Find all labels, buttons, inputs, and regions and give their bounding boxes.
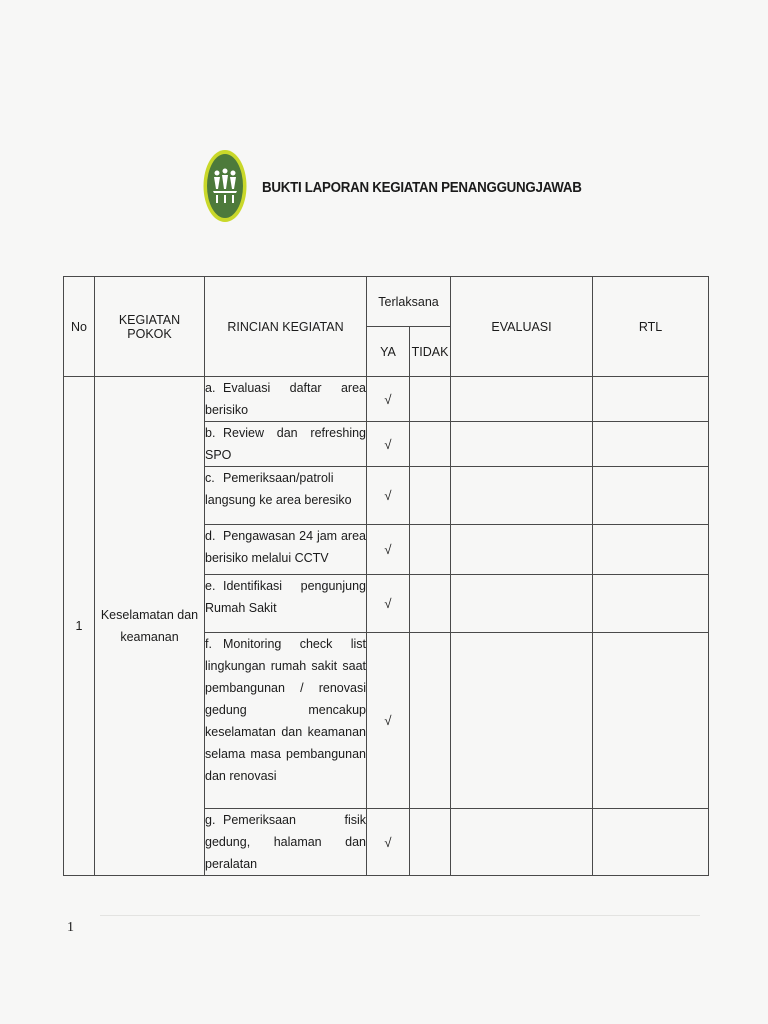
ya-cell: √ (367, 377, 410, 422)
rincian-cell (205, 525, 367, 575)
ya-cell: √ (367, 422, 410, 467)
header-ya: YA (367, 327, 410, 377)
rincian-letter: c. (205, 471, 215, 485)
header-evaluasi: EVALUASI (451, 277, 593, 377)
rincian-cell (205, 575, 367, 633)
rincian-text: Pemeriksaan fisik gedung, halaman dan peralatan (205, 813, 366, 871)
rincian-cell (205, 809, 367, 876)
header-no: No (64, 277, 95, 377)
header-tidak: TIDAK (410, 327, 451, 377)
rincian-cell (205, 633, 367, 809)
evaluasi-cell (451, 633, 593, 809)
row-number: 1 (64, 377, 95, 876)
document-title: BUKTI LAPORAN KEGIATAN PENANGGUNGJAWAB (262, 180, 582, 196)
rincian-cell (205, 377, 367, 422)
tidak-cell (410, 575, 451, 633)
rtl-cell (593, 467, 709, 525)
tidak-cell (410, 809, 451, 876)
evaluasi-cell (451, 809, 593, 876)
table-row (64, 377, 709, 422)
rincian-text: Review dan refreshing SPO (205, 426, 366, 462)
evaluasi-cell (451, 467, 593, 525)
evaluasi-cell (451, 575, 593, 633)
evaluasi-cell (451, 377, 593, 422)
ya-cell: √ (367, 575, 410, 633)
rincian-letter: f. (205, 637, 212, 651)
rincian-text: Evaluasi daftar area berisiko (205, 381, 366, 417)
ya-cell: √ (367, 809, 410, 876)
page-number: 1 (67, 920, 74, 935)
rtl-cell (593, 525, 709, 575)
rincian-letter: g. (205, 813, 216, 827)
rincian-letter: e. (205, 579, 216, 593)
ya-cell: √ (367, 467, 410, 525)
rincian-text: Monitoring check list lingkungan rumah sakit saat pembangunan / renovasi gedung mencakup keselamatan dan keamanan selama masa pembangunan dan renovasi (205, 637, 366, 783)
rtl-cell (593, 809, 709, 876)
rincian-text: Pemeriksaan/patroli langsung ke area beresiko (205, 471, 352, 507)
footer-divider (100, 915, 700, 916)
header-kegiatan-pokok: KEGIATAN POKOK (95, 277, 205, 377)
rincian-letter: b. (205, 426, 216, 440)
rincian-cell (205, 467, 367, 525)
rtl-cell (593, 377, 709, 422)
header-terlaksana: Terlaksana (367, 277, 451, 327)
tidak-cell (410, 525, 451, 575)
tidak-cell (410, 377, 451, 422)
rtl-cell (593, 575, 709, 633)
rincian-letter: a. (205, 381, 216, 395)
rincian-cell (205, 422, 367, 467)
evaluasi-cell (451, 525, 593, 575)
rincian-text: Identifikasi pengunjung Rumah Sakit (205, 579, 366, 615)
rincian-text: Pengawasan 24 jam area berisiko melalui CCTV (205, 529, 366, 565)
rtl-cell (593, 422, 709, 467)
ya-cell: √ (367, 525, 410, 575)
evaluasi-cell (451, 422, 593, 467)
kegiatan-pokok-cell: Keselamatan dan keamanan (95, 377, 205, 876)
rincian-letter: d. (205, 529, 216, 543)
tidak-cell (410, 633, 451, 809)
tidak-cell (410, 467, 451, 525)
header-rincian-kegiatan: RINCIAN KEGIATAN (205, 277, 367, 377)
rtl-cell (593, 633, 709, 809)
header-rtl: RTL (593, 277, 709, 377)
hospital-logo-icon (203, 149, 247, 223)
report-table (63, 276, 709, 876)
ya-cell: √ (367, 633, 410, 809)
tidak-cell (410, 422, 451, 467)
